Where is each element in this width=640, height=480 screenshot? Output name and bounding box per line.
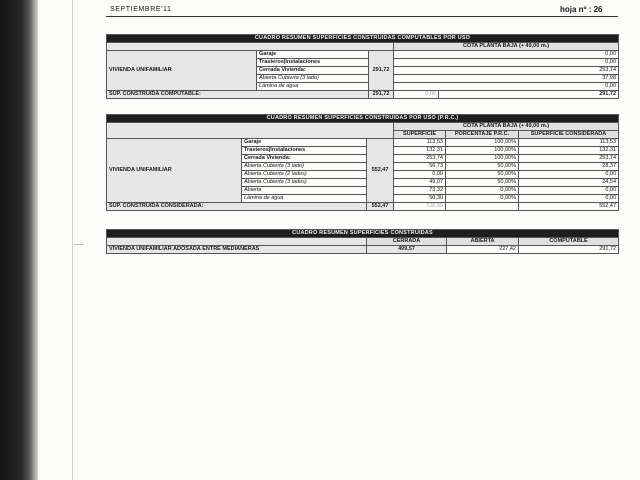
- use-label: VIVIENDA UNIFAMILIAR: [107, 139, 242, 203]
- footer-faded-value: 726,99: [394, 203, 446, 211]
- table-summary-title: CUADRO RESUMEN SUPERFICIES CONSTRUIDAS: [107, 230, 619, 238]
- column-header-computable: COMPUTABLE: [519, 238, 619, 246]
- row-label: Garaje: [242, 139, 367, 147]
- row-label: Garaje: [257, 51, 369, 59]
- row-label: Lámina de agua: [257, 83, 369, 91]
- cell-considerada: 28,37: [519, 163, 619, 171]
- row-label: Abierta Cubierta (3 lado): [242, 163, 367, 171]
- row-label: VIVIENDA UNIFAMILIAR ADOSADA ENTRE MEDIANERAS: [107, 246, 367, 254]
- cell-considerada: 0,00: [519, 171, 619, 179]
- page-indicator: [560, 5, 603, 14]
- cell-porcentaje: 50,00%: [446, 171, 519, 179]
- margin-mark: [74, 244, 84, 245]
- cell-superficie: 73,32: [394, 187, 446, 195]
- header-rule: [106, 16, 618, 17]
- page-crease: [72, 0, 73, 480]
- cell-superficie: 49,07: [394, 179, 446, 187]
- row-value: 0,00: [394, 51, 619, 59]
- row-label: Trasteros|Instalaciones: [257, 59, 369, 67]
- cell-considerada: 113,53: [519, 139, 619, 147]
- column-header-porcentaje: PORCENTAJE P.R.C.: [446, 131, 519, 139]
- row-value: 253,74: [394, 67, 619, 75]
- column-header-cota: COTA PLANTA BAJA (+ 49,00 m.): [394, 123, 619, 131]
- column-header-cota: COTA PLANTA BAJA (+ 49,00 m.): [394, 43, 619, 51]
- column-header-cerrada: CERRADA: [367, 238, 447, 246]
- cell-porcentaje: 100,00%: [446, 139, 519, 147]
- use-label: VIVIENDA UNIFAMILIAR: [107, 51, 257, 91]
- cell-considerada: 0,00: [519, 195, 619, 203]
- cell-porcentaje: 0,00%: [446, 187, 519, 195]
- cell-abierta: 227,42: [447, 246, 519, 254]
- cell-porcentaje: 100,00%: [446, 147, 519, 155]
- cell-superficie: 113,53: [394, 139, 446, 147]
- table-computables-title: CUADRO RESUMEN SUPERFICIES CONSTRUIDAS COMPUTABLES POR USO: [107, 35, 619, 43]
- column-header-considerada: SUPERFICIE CONSIDERADA: [519, 131, 619, 139]
- footer-value: 291,72: [439, 91, 619, 99]
- cell-porcentaje: 50,00%: [446, 163, 519, 171]
- table-prc-title: CUADRO RESUMEN SUPERFICIES CONSTRUIDAS POR USO (P.R.C.): [107, 115, 619, 123]
- cell-cerrada: 499,57: [367, 246, 447, 254]
- row-label: Abierta Cubierta (3 lados): [242, 179, 367, 187]
- cell-considerada: 253,74: [519, 155, 619, 163]
- cell-superficie: 50,30: [394, 195, 446, 203]
- footer-label: SUP. CONSTRUIDA COMPUTABLE:: [107, 91, 369, 99]
- footer-label: SUP. CONSTRUIDA CONSIDERADA:: [107, 203, 367, 211]
- cell-considerada: 132,31: [519, 147, 619, 155]
- row-label: Abierta: [242, 187, 367, 195]
- use-total: 291,72: [369, 51, 394, 91]
- cell-porcentaje: 50,00%: [446, 179, 519, 187]
- row-value: 0,00: [394, 83, 619, 91]
- footer-faded-value: 0,00: [394, 91, 439, 99]
- binder-edge: [0, 0, 38, 480]
- table-computables: [106, 34, 618, 99]
- cell-superficie: 132,31: [394, 147, 446, 155]
- cell-superficie: 253,74: [394, 155, 446, 163]
- footer-value: 552,47: [519, 203, 619, 211]
- table-summary: [106, 229, 618, 254]
- column-header-superficie: SUPERFICIE: [394, 131, 446, 139]
- row-label: Abierta Cubierta (2 lados): [242, 171, 367, 179]
- row-label: Abierta Cubierta (3 lado): [257, 75, 369, 83]
- row-label: Trasteros|Instalaciones: [242, 147, 367, 155]
- cell-porcentaje: 100,00%: [446, 155, 519, 163]
- page-label: hoja nº :: [560, 5, 592, 14]
- cell-considerada: 0,00: [519, 187, 619, 195]
- footer-total: 552,47: [367, 203, 394, 211]
- cell-computable: 291,72: [519, 246, 619, 254]
- cell-considerada: 24,54: [519, 179, 619, 187]
- table-prc: [106, 114, 618, 211]
- cell-superficie: 0,00: [394, 171, 446, 179]
- page-number: 26: [593, 5, 603, 14]
- row-value: 37,98: [394, 75, 619, 83]
- cell-porcentaje: 0,00%: [446, 195, 519, 203]
- row-label: Lámina de agua: [242, 195, 367, 203]
- cell-superficie: 56,73: [394, 163, 446, 171]
- document-date: SEPTIEMBRE'11: [110, 6, 172, 13]
- column-header-abierta: ABIERTA: [447, 238, 519, 246]
- use-total: 552,47: [367, 139, 394, 203]
- row-value: 0,00: [394, 59, 619, 67]
- footer-total: 291,72: [369, 91, 394, 99]
- row-label: Cerrada Vivienda:: [257, 67, 369, 75]
- row-label: Cerrada Vivienda:: [242, 155, 367, 163]
